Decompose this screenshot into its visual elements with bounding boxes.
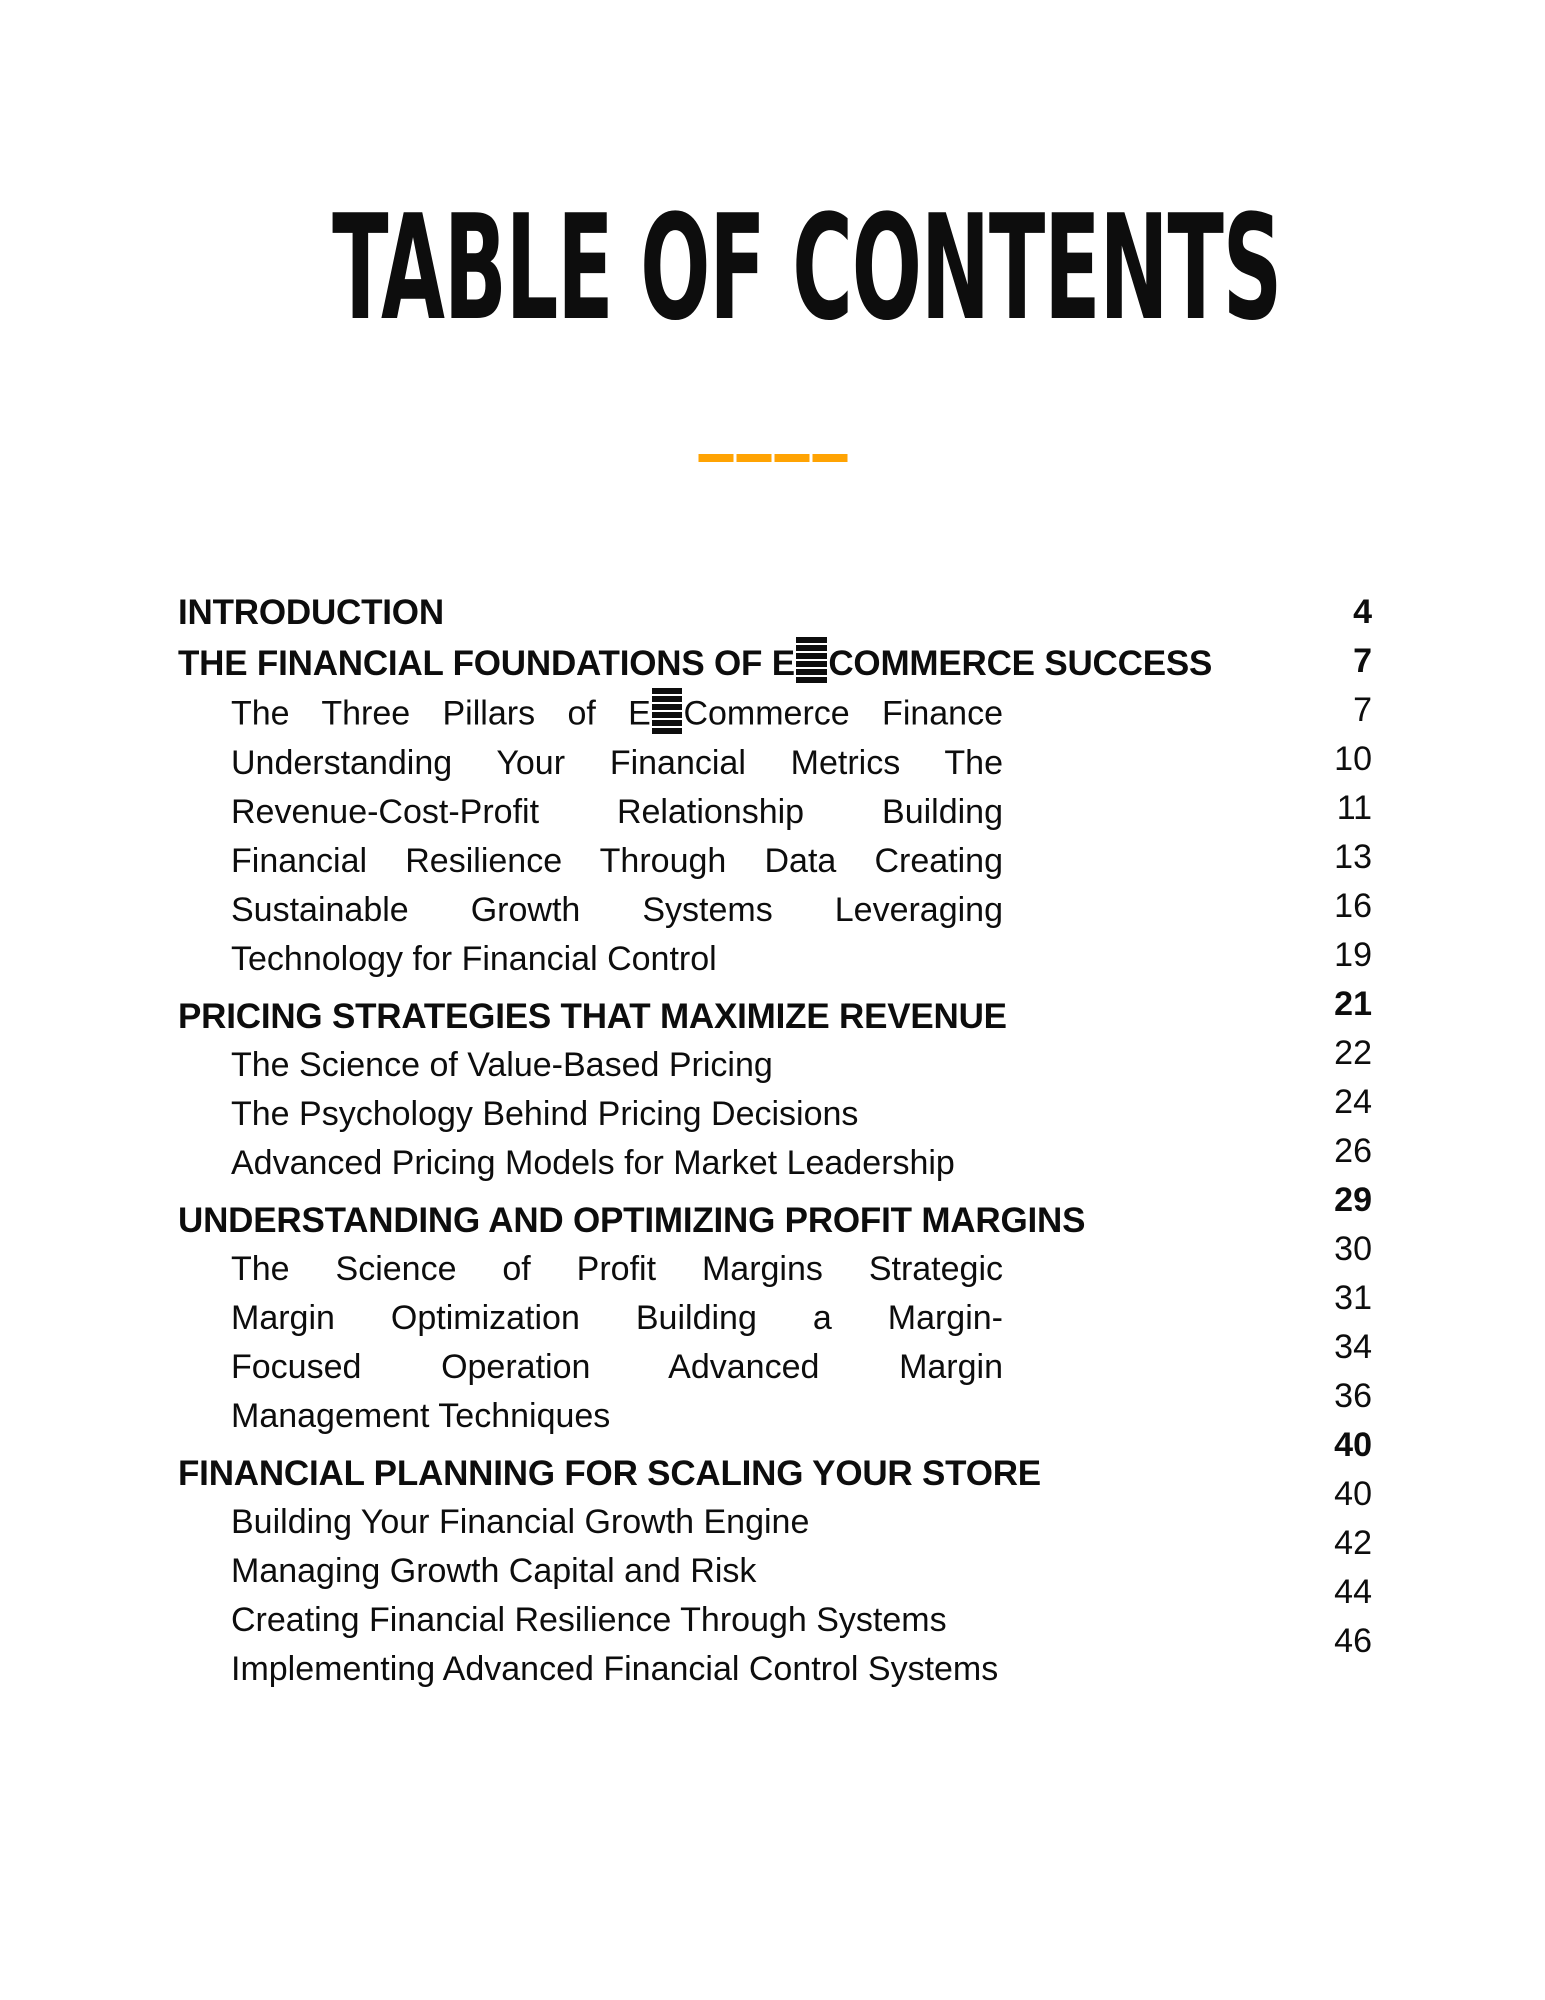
toc-entry-heading: UNDERSTANDING AND OPTIMIZING PROFIT MARGINS — [178, 1200, 1086, 1240]
toc-page-number: 40 — [1334, 1475, 1372, 1513]
divider-dash — [812, 454, 847, 462]
toc-entry: Managing Growth Capital and Risk — [231, 1551, 757, 1590]
toc-entries-column — [178, 588, 1288, 1694]
toc-entry-heading: INTRODUCTION — [178, 593, 444, 632]
toc-page-number: 29 — [1334, 1181, 1372, 1219]
toc-page-number: 10 — [1334, 740, 1372, 778]
divider-dash — [736, 454, 771, 462]
divider-dash — [698, 454, 733, 462]
toc-page-number: 24 — [1334, 1083, 1372, 1121]
toc-entry: Revenue-Cost-Profit Relationship Building — [231, 792, 1003, 831]
toc-page-number: 13 — [1334, 838, 1372, 876]
toc-page-number: 31 — [1334, 1279, 1372, 1317]
toc-page-number: 21 — [1334, 985, 1372, 1023]
toc-list — [178, 588, 1372, 1694]
toc-page-number: 42 — [1334, 1524, 1372, 1562]
toc-page-number: 26 — [1334, 1132, 1372, 1170]
toc-entry: Financial Resilience Through Data Creating — [231, 841, 1003, 880]
toc-entry: Focused Operation Advanced Margin — [231, 1347, 1003, 1386]
toc-page-number: 7 — [1353, 691, 1372, 729]
toc-entry: The Science of Value-Based Pricing — [231, 1045, 773, 1084]
page-title: TABLE OF CONTENTS — [332, 184, 1282, 353]
toc-page-number: 46 — [1334, 1622, 1372, 1660]
toc-entry: Understanding Your Financial Metrics The — [231, 743, 1003, 782]
toc-page-number: 36 — [1334, 1377, 1372, 1415]
toc-entry: The Psychology Behind Pricing Decisions — [231, 1094, 859, 1133]
toc-entry: Sustainable Growth Systems Leveraging — [231, 890, 1003, 929]
toc-entry: Margin Optimization Building a Margin- — [231, 1298, 1003, 1337]
missing-glyph-icon — [796, 637, 828, 685]
toc-page-number: 16 — [1334, 887, 1372, 925]
toc-entry: Technology for Financial Control — [231, 939, 717, 978]
toc-page-number: 40 — [1334, 1426, 1372, 1464]
toc-entry: Advanced Pricing Models for Market Leadership — [231, 1143, 955, 1182]
toc-entry-heading: PRICING STRATEGIES THAT MAXIMIZE REVENUE — [178, 996, 1007, 1036]
toc-entry-heading: THE FINANCIAL FOUNDATIONS OF E COMMERCE SUCCESS — [178, 637, 1288, 688]
dashed-divider — [698, 454, 847, 462]
missing-glyph-icon — [652, 688, 683, 735]
toc-page-number: 34 — [1334, 1328, 1372, 1366]
toc-page-number: 44 — [1334, 1573, 1372, 1611]
toc-page-number: 4 — [1353, 593, 1372, 631]
toc-page-number: 7 — [1353, 642, 1372, 680]
toc-page-number: 30 — [1334, 1230, 1372, 1268]
toc-page-number: 11 — [1336, 789, 1372, 827]
toc-entry: Implementing Advanced Financial Control Systems — [231, 1649, 999, 1688]
toc-page-number: 22 — [1334, 1034, 1372, 1072]
toc-entry: The Science of Profit Margins Strategic — [231, 1249, 1003, 1288]
toc-entry-heading: FINANCIAL PLANNING FOR SCALING YOUR STORE — [178, 1453, 1041, 1493]
toc-page-number: 19 — [1334, 936, 1372, 974]
toc-page-numbers-column — [1334, 588, 1372, 1666]
toc-entry: Creating Financial Resilience Through Systems — [231, 1600, 947, 1639]
toc-entry: The Three Pillars of E Commerce Finance — [178, 688, 1003, 739]
toc-entry: Building Your Financial Growth Engine — [231, 1502, 810, 1541]
divider-dash — [774, 454, 809, 462]
toc-entry: Management Techniques — [231, 1396, 611, 1435]
